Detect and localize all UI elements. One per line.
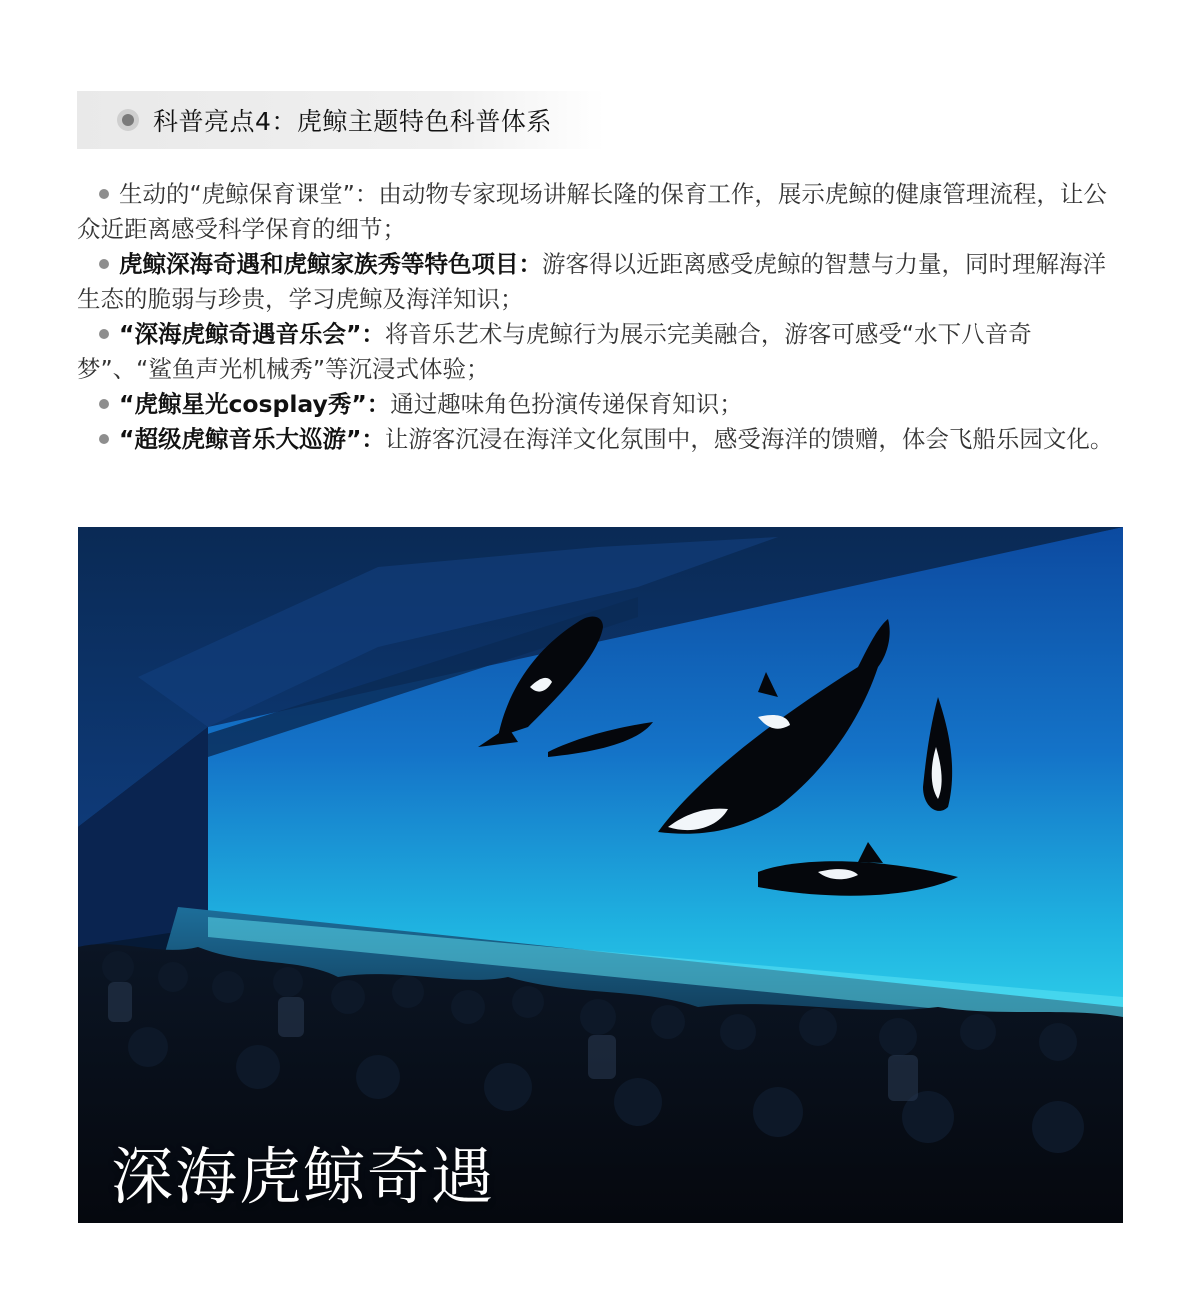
radio-dot-icon <box>117 109 139 131</box>
item-text: 通过趣味角色扮演传递保育知识； <box>390 390 743 418</box>
item-text: 让游客沉浸在海洋文化氛围中，感受海洋的馈赠，体会飞船乐园文化。 <box>384 425 1114 453</box>
highlight-list <box>77 177 1117 457</box>
list-item <box>77 422 1117 457</box>
aquarium-scene-illustration <box>78 527 1123 1223</box>
section-header <box>77 91 605 149</box>
orca-show-photo <box>78 527 1123 1223</box>
item-text: 生动的“虎鲸保育课堂”：由动物专家现场讲解长隆的保育工作，展示虎鲸的健康管理流程，让公众近距离感受科学保育的细节； <box>77 180 1107 243</box>
list-item <box>77 387 1117 422</box>
item-lead: “虎鲸星光cosplay秀”： <box>119 390 391 418</box>
bullet-icon <box>99 259 109 269</box>
item-lead: “超级虎鲸音乐大巡游”： <box>119 425 385 453</box>
bullet-icon <box>99 434 109 444</box>
bullet-icon <box>99 329 109 339</box>
item-text: 将音乐艺术与虎鲸行为展示完美融合，游客可感受“水下八音奇梦”、“鲨鱼声光机械秀”等沉浸式体验； <box>77 320 1032 383</box>
bullet-icon <box>99 189 109 199</box>
list-item <box>77 247 1117 317</box>
item-lead: 虎鲸深海奇遇和虎鲸家族秀等特色项目： <box>119 250 542 278</box>
item-lead: “深海虎鲸奇遇音乐会”： <box>119 320 385 348</box>
bullet-icon <box>99 399 109 409</box>
photo-caption: 深海虎鲸奇遇 <box>111 1140 496 1213</box>
item-text: 游客得以近距离感受虎鲸的智慧与力量，同时理解海洋生态的脆弱与珍贵，学习虎鲸及海洋知识； <box>77 250 1106 313</box>
list-item <box>77 177 1117 247</box>
section-title: 科普亮点4：虎鲸主题特色科普体系 <box>153 107 552 136</box>
list-item <box>77 317 1117 387</box>
